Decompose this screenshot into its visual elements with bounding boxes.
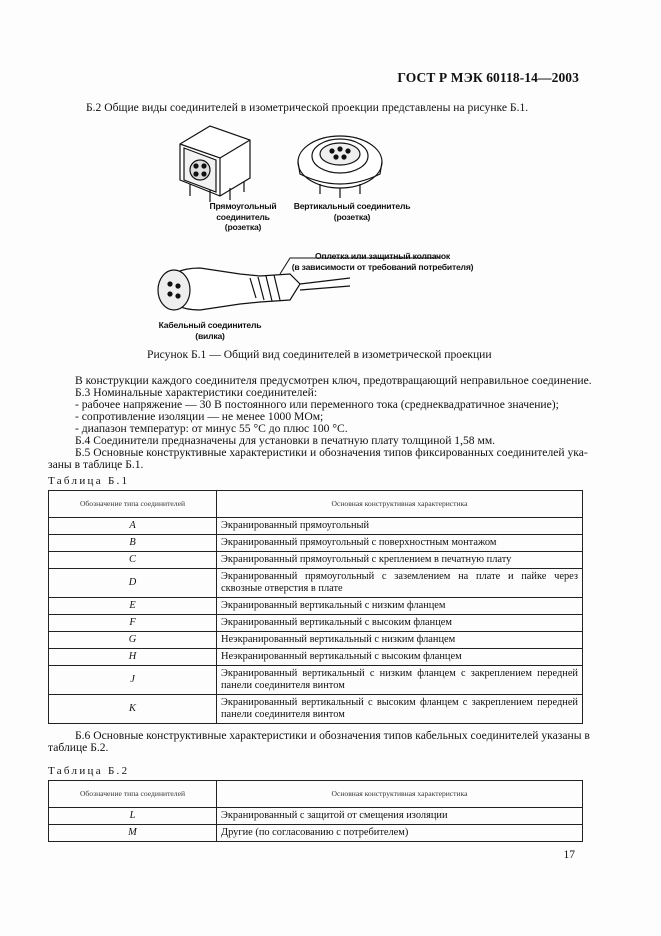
table1-header-row	[49, 491, 583, 518]
braid-label-line2: (в зависимости от требований потребителя)	[291, 261, 474, 272]
body-line-4: - сопротивление изоляции — не менее 1000 МОм;	[75, 410, 324, 423]
rect-connector-label-line2: (розетка)	[224, 222, 262, 232]
type-description: Экранированный прямоугольный с заземлением на плате и пайке через сквозные отверстия в плате	[217, 569, 583, 598]
type-description: Экранированный прямоугольный	[217, 518, 583, 535]
type-description: Экранированный вертикальный с низким фланцем	[217, 598, 583, 615]
table-row	[49, 518, 583, 535]
table-row	[49, 666, 583, 695]
table-row	[49, 695, 583, 724]
body-line-7: Б.5 Основные конструктивные характеристики и обозначения типов фиксированных соединителей ука-	[75, 446, 588, 459]
type-description: Экранированный вертикальный с высоким фланцем	[217, 615, 583, 632]
body-line-1: В конструкции каждого соединителя предусмотрен ключ, предотвращающий неправильное соединение.	[75, 374, 592, 387]
cable-connector-label	[150, 320, 270, 341]
type-description: Экранированный вертикальный с низким фланцем с закреплением передней панели соединителя винтом	[217, 666, 583, 695]
table-row	[49, 615, 583, 632]
table-row	[49, 825, 583, 842]
type-code: M	[49, 825, 217, 842]
type-code: E	[49, 598, 217, 615]
paragraph-b6-line1: Б.6 Основные конструктивные характеристики и обозначения типов кабельных соединителей указаны в	[75, 729, 590, 742]
type-code: G	[49, 632, 217, 649]
body-line-8: заны в таблице Б.1.	[48, 458, 144, 471]
document-header: ГОСТ Р МЭК 60118-14—2003	[397, 70, 579, 85]
type-code: D	[49, 569, 217, 598]
vertical-connector-drawing	[298, 136, 382, 198]
table1-col1-header: Обозначение типа соединителей	[49, 491, 217, 518]
cable-connector-label-line1: Кабельный соединитель	[158, 320, 262, 330]
table-b1	[48, 490, 583, 724]
table2-header-row	[49, 781, 583, 808]
type-code: A	[49, 518, 217, 535]
body-line-3: - рабочее напряжение — 30 В постоянного или переменного тока (среднеквадратичное значение);	[75, 398, 559, 411]
type-description: Неэкранированный вертикальный с высоким фланцем	[217, 649, 583, 666]
type-description: Другие (по согласованию с потребителем)	[217, 825, 583, 842]
table-row	[49, 632, 583, 649]
type-code: C	[49, 552, 217, 569]
type-code: F	[49, 615, 217, 632]
table-row	[49, 552, 583, 569]
table-row	[49, 598, 583, 615]
type-description: Неэкранированный вертикальный с низким фланцем	[217, 632, 583, 649]
braid-label-line1: Оплетка или защитный колпачок	[314, 251, 451, 261]
type-code: K	[49, 695, 217, 724]
paragraph-b2: Б.2 Общие виды соединителей в изометрической проекции представлены на рисунке Б.1.	[86, 101, 529, 114]
rect-connector-label	[183, 201, 303, 233]
table1-title: Таблица Б.1	[48, 475, 130, 487]
table2-col1-header: Обозначение типа соединителей	[49, 781, 217, 808]
page-number: 17	[563, 849, 575, 861]
table2-title: Таблица Б.2	[48, 765, 130, 777]
table1-col2-header: Основная конструктивная характеристика	[217, 491, 583, 518]
type-description: Экранированный вертикальный с высоким фланцем с закреплением передней панели соединителя винтом	[217, 695, 583, 724]
type-description: Экранированный прямоугольный с креплением в печатную плату	[217, 552, 583, 569]
table-row	[49, 569, 583, 598]
body-line-6: Б.4 Соединители предназначены для установки в печатную плату толщиной 1,58 мм.	[75, 434, 496, 447]
vert-connector-label	[287, 201, 417, 222]
type-code: L	[49, 808, 217, 825]
type-description: Экранированный прямоугольный с поверхностным монтажом	[217, 535, 583, 552]
table-row	[49, 649, 583, 666]
body-line-2: Б.3 Номинальные характеристики соединителей:	[75, 386, 318, 399]
table-b2	[48, 780, 583, 842]
type-code: H	[49, 649, 217, 666]
type-code: B	[49, 535, 217, 552]
rect-connector-label-line1: Прямоугольный соединитель	[209, 201, 277, 222]
table-row	[49, 808, 583, 825]
table2-col2-header: Основная конструктивная характеристика	[217, 781, 583, 808]
table-row	[49, 535, 583, 552]
cable-connector-label-line2: (вилка)	[195, 330, 225, 341]
type-description: Экранированный с защитой от смещения изоляции	[217, 808, 583, 825]
braid-label	[280, 251, 485, 272]
paragraph-b6-line2: таблице Б.2.	[48, 741, 109, 754]
rectangular-connector-drawing	[180, 126, 250, 202]
figure-caption: Рисунок Б.1 — Общий вид соединителей в изометрической проекции	[147, 348, 492, 361]
vert-connector-label-line2: (розетка)	[333, 211, 371, 222]
vert-connector-label-line1: Вертикальный соединитель	[293, 201, 411, 211]
body-line-5: - диапазон температур: от минус 55 °С до плюс 100 °С.	[75, 422, 348, 435]
type-code: J	[49, 666, 217, 695]
